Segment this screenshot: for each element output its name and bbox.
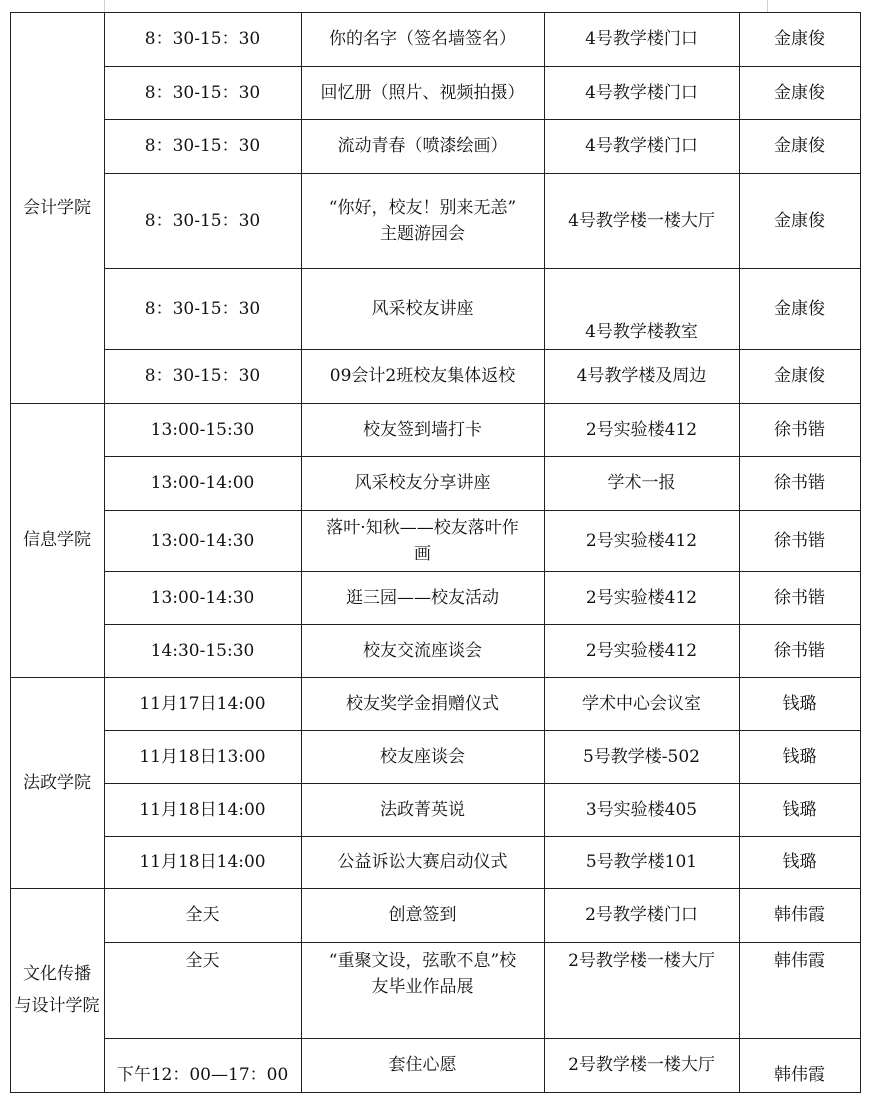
- activity-cell: 落叶·知秋——校友落叶作 画: [326, 517, 519, 564]
- activity-cell: 校友签到墙打卡: [363, 419, 482, 440]
- department-cell: 会计学院: [23, 197, 91, 218]
- time-cell: 8：30-15：30: [144, 29, 261, 49]
- activity-cell: 套住心愿: [388, 1055, 457, 1075]
- activity-cell: 创意签到: [388, 905, 457, 925]
- contact-cell: 韩伟霞: [774, 951, 825, 971]
- contact-cell: 韩伟霞: [774, 905, 825, 925]
- contact-cell: 徐书锴: [774, 419, 825, 440]
- contact-cell: 金康俊: [774, 136, 825, 156]
- activity-cell: 校友奖学金捐赠仪式: [346, 693, 499, 714]
- contact-cell: 徐书锴: [774, 473, 825, 493]
- location-cell: 学术一报: [607, 473, 676, 493]
- activity-cell: 风采校友分享讲座: [354, 473, 491, 493]
- activity-cell: 校友交流座谈会: [363, 640, 482, 661]
- row-border: [10, 1092, 861, 1093]
- activity-cell: “你好，校友！别来无恙” 主题游园会: [328, 197, 517, 244]
- location-cell: 2号教学楼一楼大厅: [568, 951, 715, 971]
- guide-line: [767, 0, 768, 12]
- activity-cell: 逛三园——校友活动: [346, 587, 499, 608]
- time-cell: 全天: [185, 951, 220, 971]
- activity-cell: 法政菁英说: [380, 799, 465, 820]
- time-cell: 11月17日14:00: [139, 693, 266, 714]
- location-cell: 2号实验楼412: [585, 640, 698, 661]
- location-cell: 3号实验楼405: [585, 799, 698, 820]
- location-cell: 2号教学楼一楼大厅: [568, 1055, 715, 1075]
- contact-cell: 金康俊: [774, 29, 825, 49]
- location-cell: 2号教学楼门口: [585, 905, 698, 925]
- contact-cell: 钱璐: [782, 746, 817, 767]
- contact-cell: 韩伟霞: [774, 1065, 825, 1085]
- contact-cell: 徐书锴: [774, 530, 825, 551]
- contact-cell: 金康俊: [774, 82, 825, 103]
- contact-cell: 钱璐: [782, 852, 817, 872]
- time-cell: 11月18日14:00: [139, 799, 266, 820]
- contact-cell: 钱璐: [782, 799, 817, 820]
- department-cell: 法政学院: [23, 772, 91, 793]
- location-cell: 5号教学楼-502: [582, 746, 700, 767]
- department-cell: 信息学院: [23, 530, 91, 550]
- location-cell: 4号教学楼门口: [585, 29, 698, 49]
- location-cell: 5号教学楼101: [585, 852, 698, 872]
- location-cell: 4号教学楼教室: [585, 322, 698, 342]
- contact-cell: 徐书锴: [774, 640, 825, 661]
- activity-cell: 你的名字（签名墙签名）: [329, 29, 516, 49]
- column-border: [860, 12, 861, 1093]
- contact-cell: 金康俊: [774, 366, 825, 386]
- location-cell: 4号教学楼及周边: [576, 366, 707, 386]
- activity-cell: “重聚文设，弦歌不息”校 友毕业作品展: [328, 951, 517, 997]
- location-cell: 2号实验楼412: [585, 419, 698, 440]
- location-cell: 2号实验楼412: [585, 530, 698, 551]
- time-cell: 8：30-15：30: [144, 136, 261, 156]
- time-cell: 13:00-14:00: [150, 473, 255, 493]
- location-cell: 学术中心会议室: [582, 693, 701, 714]
- location-cell: 2号实验楼412: [585, 587, 698, 608]
- time-cell: 8：30-15：30: [144, 366, 261, 386]
- activity-cell: 风采校友讲座: [371, 298, 474, 319]
- time-cell: 8：30-15：30: [144, 298, 261, 319]
- location-cell: 4号教学楼门口: [585, 136, 698, 156]
- time-cell: 8：30-15：30: [144, 82, 261, 103]
- contact-cell: 金康俊: [774, 298, 825, 319]
- activity-cell: 回忆册（照片、视频拍摄）: [320, 82, 525, 103]
- activity-cell: 09会计2班校友集体返校: [329, 366, 516, 386]
- contact-cell: 钱璐: [782, 693, 817, 714]
- guide-line: [104, 0, 105, 12]
- time-cell: 11月18日14:00: [139, 852, 266, 872]
- time-cell: 下午12：00—17：00: [116, 1065, 289, 1085]
- time-cell: 8：30-15：30: [144, 210, 261, 231]
- contact-cell: 徐书锴: [774, 587, 825, 608]
- activity-cell: 公益诉讼大赛启动仪式: [337, 852, 508, 872]
- location-cell: 4号教学楼门口: [585, 82, 698, 103]
- location-cell: 4号教学楼一楼大厅: [568, 210, 715, 231]
- time-cell: 13:00-14:30: [150, 587, 255, 608]
- time-cell: 13:00-15:30: [150, 419, 255, 440]
- department-cell: 文化传播 与设计学院: [14, 964, 100, 1016]
- activity-cell: 校友座谈会: [380, 746, 465, 767]
- time-cell: 全天: [185, 905, 220, 925]
- time-cell: 11月18日13:00: [139, 746, 266, 767]
- time-cell: 14:30-15:30: [150, 640, 255, 661]
- time-cell: 13:00-14:30: [150, 530, 255, 551]
- activity-cell: 流动青春（喷漆绘画）: [337, 136, 508, 156]
- contact-cell: 金康俊: [774, 210, 825, 231]
